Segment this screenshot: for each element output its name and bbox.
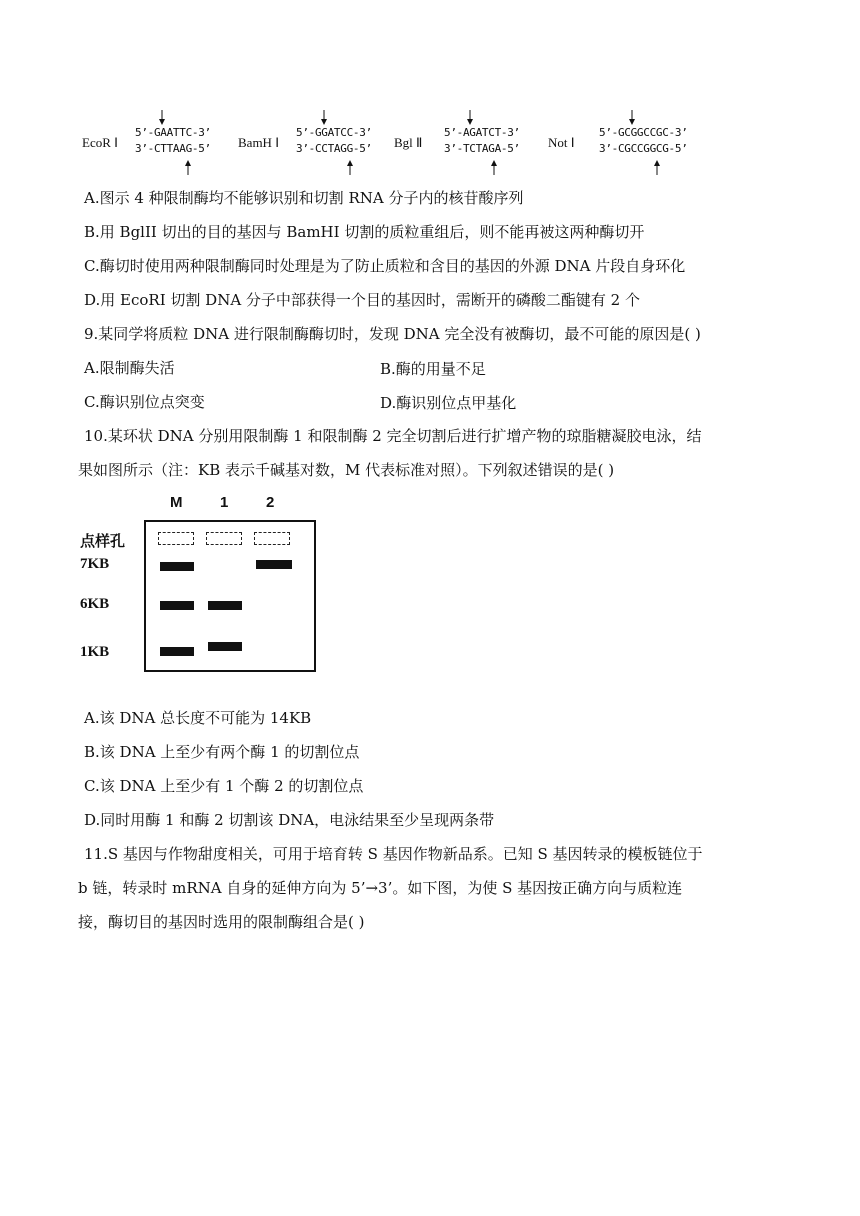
q11-stem-line1: 11.S 基因与作物甜度相关，可用于培育转 S 基因作物新品系。已知 S 基因转录的模板链位于 [84,845,703,863]
gel-figure [76,490,326,682]
enzyme-site-figure [78,108,698,176]
bottom-strand: 3’-TCTAGA-5’ [444,142,520,155]
size-label-7kb: 7KB [80,556,110,572]
q10-option-b: B.该 DNA 上至少有两个酶 1 的切割位点 [84,743,360,761]
bottom-strand: 3’-CTTAAG-5’ [135,142,211,155]
top-strand: 5’-GGATCC-3’ [296,126,372,139]
cut-arrow-up-icon [184,159,192,175]
lane-label-2: 2 [266,494,275,511]
top-strand: 5’-GCGGCCGC-3’ [599,126,688,139]
band-m-1kb [160,647,194,656]
sample-well [158,532,194,545]
bottom-strand: 3’-CGCCGGCG-5’ [599,142,688,155]
q10-stem-line2: 果如图所示（注：KB 表示千碱基对数，M 代表标准对照）。下列叙述错误的是( ) [78,461,615,479]
q8-option-d: D.用 EcoRI 切割 DNA 分子中部获得一个目的基因时，需断开的磷酸二酯键有 2 个 [84,291,640,309]
q10-option-d: D.同时用酶 1 和酶 2 切割该 DNA，电泳结果至少呈现两条带 [84,811,495,829]
cut-arrow-up-icon [490,159,498,175]
q11-stem-line3: 接，酶切目的基因时选用的限制酶组合是( ) [78,913,365,931]
q9-option-d: D.酶识别位点甲基化 [380,394,517,412]
bottom-strand: 3’-CCTAGG-5’ [296,142,372,155]
cut-arrow-down-icon [628,110,636,126]
cut-arrow-down-icon [466,110,474,126]
top-strand: 5’-AGATCT-3’ [444,126,520,139]
enzyme-name: EcoR Ⅰ [82,135,118,150]
lane-label-m: M [170,494,183,511]
band-1-1kb [208,642,242,651]
q9-stem: 9.某同学将质粒 DNA 进行限制酶酶切时，发现 DNA 完全没有被酶切，最不可能的原因是( ) [84,325,701,343]
band-1-6kb [208,601,242,610]
q10-option-c: C.该 DNA 上至少有 1 个酶 2 的切割位点 [84,777,364,795]
size-label-1kb: 1KB [80,644,110,660]
sample-well [206,532,242,545]
band-m-7kb [160,562,194,571]
q8-option-b: B.用 BglII 切出的目的基因与 BamHI 切割的质粒重组后，则不能再被这两种酶切开 [84,223,645,241]
q10-stem-line1: 10.某环状 DNA 分别用限制酶 1 和限制酶 2 完全切割后进行扩增产物的琼脂糖凝胶电泳，结 [84,427,702,445]
q9-option-c: C.酶识别位点突变 [84,393,205,411]
enzyme-name: Not Ⅰ [548,135,575,150]
cut-arrow-up-icon [346,159,354,175]
q9-option-b: B.酶的用量不足 [380,360,486,378]
size-label-6kb: 6KB [80,596,110,612]
q11-stem-line2: b 链，转录时 mRNA 自身的延伸方向为 5’→3’。如下图，为使 S 基因按正确方向与质粒连 [78,879,683,897]
sample-well [254,532,290,545]
lane-label-1: 1 [220,494,229,511]
cut-arrow-up-icon [653,159,661,175]
q10-option-a: A.该 DNA 总长度不可能为 14KB [84,709,312,727]
band-2-7kb [256,560,292,569]
q8-option-a: A.图示 4 种限制酶均不能够识别和切割 RNA 分子内的核苷酸序列 [84,189,524,207]
cut-arrow-down-icon [158,110,166,126]
cut-arrow-down-icon [320,110,328,126]
q8-option-c: C.酶切时使用两种限制酶同时处理是为了防止质粒和含目的基因的外源 DNA 片段自身环化 [84,257,686,275]
enzyme-name: Bgl Ⅱ [394,135,423,150]
band-m-6kb [160,601,194,610]
well-label: 点样孔 [80,534,126,550]
enzyme-name: BamH Ⅰ [238,135,280,150]
q9-option-a: A.限制酶失活 [84,359,175,377]
top-strand: 5’-GAATTC-3’ [135,126,211,139]
